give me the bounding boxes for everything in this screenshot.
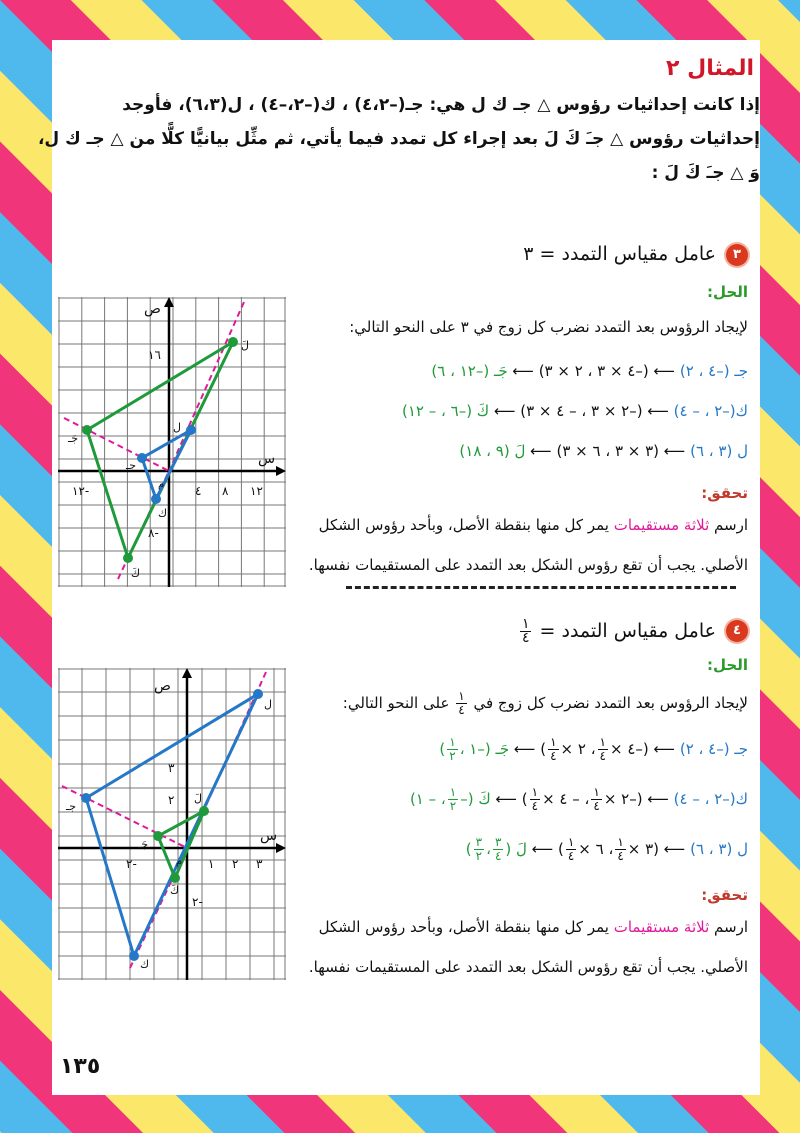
part3-check-label: تحقق: [701, 484, 748, 502]
y-axis-label: ص [144, 301, 161, 317]
svg-text:ك: ك [140, 958, 150, 971]
svg-text:لَ: لَ [194, 792, 202, 805]
text: يمر كل منها بنقطة الأصل، وبأحد رؤوس الشكل [318, 918, 609, 936]
problem-line-1: إذا كانت إحداثيات رؤوس △ جـ ك ل هي: جـ(–٤،٢) ، ك(–٢،–٤) ، ل(٦،٣)، فأوجد [122, 95, 760, 115]
fraction: ١ ٤ [521, 616, 530, 646]
svg-text:٣: ٣ [256, 857, 263, 871]
text: ارسم [714, 918, 748, 936]
svg-text:٢: ٢ [168, 793, 175, 807]
dilation-graph-factor-3 [58, 297, 286, 587]
part4-check-label: تحقق: [701, 886, 748, 904]
grid [58, 668, 286, 980]
vertex-original: جـ (–٤ ، ٢) [679, 740, 748, 758]
x-axis-label: س [260, 828, 278, 844]
vertex-original: ك(–٢ ، – ٤) [673, 402, 748, 420]
problem-statement [37, 88, 760, 190]
svg-text:١٢: ١٢ [250, 484, 263, 498]
vertex-original: ل (٣ ، ٦) [690, 442, 748, 460]
svg-text:جـ: جـ [126, 459, 137, 472]
triangle-image [87, 342, 233, 558]
vertex-image: جَـ (–١٢ ، ٦) [431, 362, 508, 380]
svg-text:كَ: كَ [131, 567, 141, 580]
svg-text:٢-: ٢- [192, 895, 203, 909]
part4-number-badge: ٤ [726, 620, 748, 642]
highlight-text: ثلاثة مستقيمات [613, 918, 710, 936]
part4-heading [518, 618, 716, 645]
triangle-original [86, 694, 258, 956]
part3-intro: لإيجاد الرؤوس بعد التمدد نضرب كل زوج في ٣ على النحو التالي: [349, 318, 748, 336]
problem-line-2: إحداثيات رؤوس △ جـَ كَ لَ بعد إجراء كل تمدد فيما يأتي، ثم مثِّل بيانيًّا كلًّا من △ جـ ك ل، [37, 129, 760, 149]
problem-line-3: وَ △ جـَ كَ لَ : [651, 163, 760, 183]
vertex-calc: (–٢ × ٣ ، – ٤ × ٣) [520, 402, 643, 420]
svg-text:٢: ٢ [232, 857, 239, 871]
svg-text:لَ: لَ [241, 339, 249, 352]
origin-label: م [158, 479, 165, 490]
part3-row-1: جـ (–٤ ، ٢) ⟵ (–٤ × ٣ ، ٢ × ٣) ⟵ جَـ (–١٢ ، ٦) [431, 362, 748, 380]
part4-row-1: جـ (–٤ ، ٢) ⟵ (–٤ × ١ ٤ ، ٢ × ١ ٤ ) ⟵ جَـ (–١ ، ١ ٢ ) [439, 735, 748, 763]
svg-text:٣: ٣ [168, 761, 175, 775]
svg-text:ل: ل [264, 698, 272, 711]
section-divider [346, 586, 736, 589]
vertex-calc: (–٤ × ١ ٤ ، ٢ × ١ ٤ ) [540, 735, 649, 763]
svg-text:٨-: ٨- [148, 526, 159, 540]
part3-number-badge: ٣ [726, 244, 748, 266]
svg-text:١: ١ [208, 857, 215, 871]
vertex-calc: (–٤ × ٣ ، ٢ × ٣) [538, 362, 649, 380]
part3-row-2: ك(–٢ ، – ٤) ⟵ (–٢ × ٣ ، – ٤ × ٣) ⟵ كَ (–٦ ، – ١٢) [401, 402, 748, 420]
part3-check-line-1 [319, 516, 748, 534]
vertex-calc: (٣ × ١ ٤ ، ٦ × ١ ٤ ) [557, 835, 660, 863]
part3-solution-label: الحل: [707, 283, 748, 301]
part3-heading: عامل مقياس التمدد = ٣ [523, 243, 716, 265]
svg-text:٢-: ٢- [126, 857, 137, 871]
vertex-original: ل (٣ ، ٦) [690, 840, 748, 858]
part4-check-line-2: الأصلي. يجب أن تقع رؤوس الشكل بعد التمدد على المستقيمات نفسها. [308, 958, 748, 976]
page-number: ١٣٥ [60, 1054, 101, 1079]
part4-row-2: ك(–٢ ، – ٤) ⟵ (–٢ × ١ ٤ ، – ٤ × ١ ٤ ) ⟵ كَ (– ١ ٢ ، – ١) [409, 785, 748, 813]
part4-check-line-1 [319, 918, 748, 936]
svg-text:٨: ٨ [222, 484, 229, 498]
vertices [82, 337, 238, 563]
dilation-graph-factor-quarter [58, 668, 286, 980]
vertex-calc: (–٢ × ١ ٤ ، – ٤ × ١ ٤ ) [521, 785, 643, 813]
example-title: المثال ٢ [666, 56, 754, 81]
highlight-text: ثلاثة مستقيمات [613, 516, 710, 534]
heading-text: عامل مقياس التمدد = [539, 620, 716, 642]
vertex-image: جَـ (–١ ، ١ ٢ ) [439, 735, 510, 763]
svg-text:ل: ل [173, 421, 181, 434]
svg-text:كَ: كَ [170, 884, 180, 897]
vertex-image: كَ (– ١ ٢ ، – ١) [409, 785, 491, 813]
part3-check-line-2: الأصلي. يجب أن تقع رؤوس الشكل بعد التمدد على المستقيمات نفسها. [308, 556, 748, 574]
vertex-calc: (٣ × ٣ ، ٦ × ٣) [556, 442, 660, 460]
vertex-original: جـ (–٤ ، ٢) [679, 362, 748, 380]
part3-row-3: ل (٣ ، ٦) ⟵ (٣ × ٣ ، ٦ × ٣) ⟵ لَ (٩ ، ١٨) [459, 442, 748, 460]
svg-text:ك: ك [158, 507, 168, 520]
text: يمر كل منها بنقطة الأصل، وبأحد رؤوس الشكل [318, 516, 609, 534]
svg-text:جَـ: جَـ [68, 432, 79, 445]
y-axis-label: ص [154, 678, 171, 694]
fraction: ١ ٤ [458, 689, 465, 717]
part4-row-3: ل (٣ ، ٦) ⟵ (٣ × ١ ٤ ، ٦ × ١ ٤ ) ⟵ لَ ( ٣ ٤ ، ٣ ٢ ) [465, 835, 748, 863]
text: ارسم [714, 516, 748, 534]
vertex-image: لَ ( ٣ ٤ ، ٣ ٢ ) [465, 835, 527, 863]
vertices [81, 689, 263, 961]
svg-text:١٦: ١٦ [148, 348, 161, 362]
vertex-image: لَ (٩ ، ١٨) [459, 442, 526, 460]
svg-text:جَـ: جَـ [138, 838, 149, 851]
svg-text:جـ: جـ [66, 800, 77, 813]
part4-intro: لإيجاد الرؤوس بعد التمدد نضرب كل زوج في ١ ٤ على النحو التالي: [342, 689, 748, 717]
part4-solution-label: الحل: [707, 656, 748, 674]
svg-text:١٢-: ١٢- [72, 484, 90, 498]
origin-label: م [176, 856, 183, 867]
vertex-original: ك(–٢ ، – ٤) [673, 790, 748, 808]
svg-text:٤: ٤ [195, 484, 202, 498]
x-axis-label: س [258, 451, 276, 467]
vertex-image: كَ (–٦ ، – ١٢) [401, 402, 490, 420]
